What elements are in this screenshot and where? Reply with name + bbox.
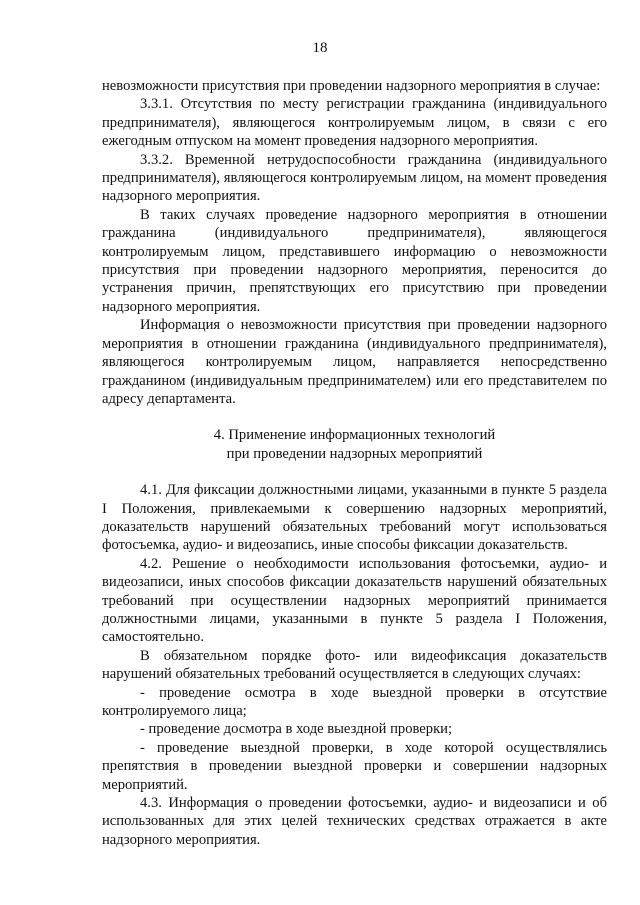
list-item: - проведение досмотра в ходе выездной проверки;	[140, 721, 453, 738]
paragraph: 4.3. Информация о проведении фотосъемки, аудио- и видеозаписи и об использованных для этих целей технических средствах отражается в акте надзорного мероприятия.	[102, 795, 607, 848]
list-item: - проведение осмотра в ходе выездной проверки в отсутствие контролируемого лица;	[102, 684, 607, 719]
paragraph: 4.2. Решение о необходимости использования фотосъемки, аудио- и видеозаписи, иных способов фиксации доказательств нарушений обязательных требований при осуществлении надзорных мероприятий принимается должностными лицами, указанными в пункте 5 раздела I Положения, самостоятельно.	[102, 555, 607, 646]
list-item: - проведение выездной проверки, в ходе которой осуществлялись препятствия в проведении выездной проверки и совершении надзорных мероприятий.	[102, 739, 607, 793]
section-heading	[102, 426, 607, 463]
paragraph: В таких случаях проведение надзорного мероприятия в отношении гражданина (индивидуального предпринимателя), являющегося контролируемым лицом, представившего информацию о невозможности присутствия при проведении надзорного мероприятия, переносится до устранения причин, препятствующих его присутствию при проведении надзорного мероприятия.	[102, 206, 607, 315]
paragraph: 3.3.1. Отсутствия по месту регистрации гражданина (индивидуального предпринимателя), являющегося контролируемым лицом, в связи с его ежегодным отпуском на момент проведения надзорного мероприятия.	[102, 96, 607, 150]
document-body	[102, 77, 607, 849]
paragraph: Информация о невозможности присутствия при проведении надзорного мероприятия в отношении гражданина (индивидуального предпринимателя), являющегося контролируемым лицом, направляется непосредственно гражданином (индивидуальным предпринимателем) или его представителем по адресу департамента.	[102, 317, 607, 407]
paragraph: 4.1. Для фиксации должностными лицами, указанными в пункте 5 раздела I Положения, привлекаемыми к совершению надзорных мероприятий, доказательств нарушений обязательных требований могут использоваться фотосъемка, аудио- и видеозапись, иные способы фиксации доказательств.	[102, 482, 607, 554]
section-heading-line: при проведении надзорных мероприятий	[226, 445, 483, 462]
section-heading-line: 4. Применение информационных технологий	[213, 427, 496, 444]
paragraph: невозможности присутствия при проведении надзорного мероприятия в случае:	[102, 78, 601, 94]
paragraph: 3.3.2. Временной нетрудоспособности гражданина (индивидуального предпринимателя), являющегося контролируемым лицом, на момент проведения надзорного мероприятия.	[102, 151, 607, 205]
paragraph: В обязательном порядке фото- или видеофиксация доказательств нарушений обязательных требований осуществляется в следующих случаях:	[102, 647, 607, 683]
page-number: 18	[312, 40, 328, 56]
